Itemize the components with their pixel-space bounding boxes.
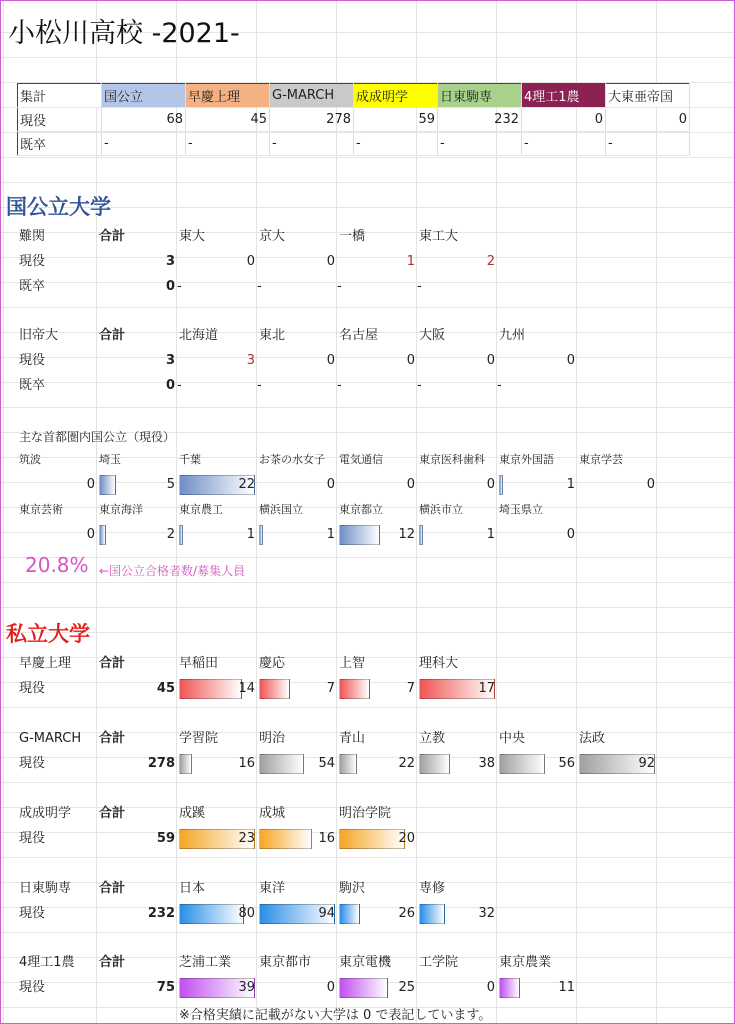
row-label: 現役 xyxy=(19,681,46,696)
university-name: 青山 xyxy=(339,731,366,746)
value-cell: 1 xyxy=(566,477,575,492)
total-value: 0 xyxy=(165,279,175,294)
value-cell: 0 xyxy=(326,353,335,368)
total-value: 278 xyxy=(147,756,175,771)
value-cell: 14 xyxy=(238,681,255,696)
row-label: 既卒 xyxy=(19,279,46,294)
summary-header-cell: 国公立 xyxy=(102,84,186,108)
value-cell: 1 xyxy=(326,527,335,542)
total-value: 232 xyxy=(147,906,175,921)
university-name: 東工大 xyxy=(419,229,459,244)
group-label: 成成明学 xyxy=(19,806,72,821)
ratio-note: ←国公立合格者数/募集人員 xyxy=(99,564,246,578)
university-name: 東京学芸 xyxy=(579,453,623,466)
university-name: 東京芸術 xyxy=(19,503,63,516)
value-cell: 16 xyxy=(318,831,335,846)
summary-cell: - xyxy=(606,132,690,156)
university-name: お茶の水女子 xyxy=(259,453,325,466)
university-name: 東京医科歯科 xyxy=(419,453,485,466)
university-name: 筑波 xyxy=(19,453,41,466)
university-name: 横浜国立 xyxy=(259,503,303,516)
value-cell: 0 xyxy=(486,980,495,995)
group-label: G-MARCH xyxy=(19,731,82,746)
university-name: 名古屋 xyxy=(339,328,379,343)
value-cell: 0 xyxy=(86,527,95,542)
university-name: 明治 xyxy=(259,731,286,746)
value-cell: 11 xyxy=(558,980,575,995)
value-cell: 92 xyxy=(638,756,655,771)
summary-cell: 68 xyxy=(102,108,186,132)
value-cell: 1 xyxy=(486,527,495,542)
summary-table xyxy=(17,83,690,156)
group-label: 日東駒専 xyxy=(19,881,72,896)
university-name: 明治学院 xyxy=(339,806,392,821)
value-cell: 54 xyxy=(318,756,335,771)
university-name: 北海道 xyxy=(179,328,219,343)
group-label: 早慶上理 xyxy=(19,656,72,671)
value-cell: 0 xyxy=(646,477,655,492)
row-label: 現役 xyxy=(19,831,46,846)
summary-cell: - xyxy=(522,132,606,156)
value-cell: 17 xyxy=(478,681,495,696)
university-name: 東大 xyxy=(179,229,206,244)
university-name: 立教 xyxy=(419,731,446,746)
university-name: 一橋 xyxy=(339,229,366,244)
value-cell: - xyxy=(417,378,422,393)
total-header: 合計 xyxy=(99,229,126,244)
value-cell: 16 xyxy=(238,756,255,771)
value-cell: 0 xyxy=(566,353,575,368)
university-name: 東京海洋 xyxy=(99,503,143,516)
university-name: 法政 xyxy=(579,731,606,746)
total-value: 3 xyxy=(165,254,175,269)
value-cell: - xyxy=(257,378,262,393)
summary-header-cell: 成成明学 xyxy=(354,84,438,108)
group-label: 難関 xyxy=(19,229,46,244)
value-cell: 20 xyxy=(398,831,415,846)
university-name: 東京都市 xyxy=(259,955,312,970)
metro-heading: 主な首都圏内国公立（現役） xyxy=(19,430,176,444)
value-cell: 2 xyxy=(166,527,175,542)
value-cell: 22 xyxy=(398,756,415,771)
value-cell: 5 xyxy=(166,477,175,492)
value-cell: 0 xyxy=(326,980,335,995)
summary-header-cell: 4理工1農 xyxy=(522,84,606,108)
row-label: 現役 xyxy=(19,756,46,771)
university-name: 上智 xyxy=(339,656,366,671)
summary-cell: 45 xyxy=(186,108,270,132)
summary-cell: 232 xyxy=(438,108,522,132)
summary-cell: - xyxy=(186,132,270,156)
row-label: 現役 xyxy=(19,906,46,921)
university-name: 中央 xyxy=(499,731,526,746)
value-cell: 0 xyxy=(486,477,495,492)
spreadsheet-page xyxy=(1,1,734,1023)
university-name: 九州 xyxy=(499,328,526,343)
summary-header-cell: G-MARCH xyxy=(270,84,354,108)
value-cell: 32 xyxy=(478,906,495,921)
value-cell: 1 xyxy=(406,254,415,269)
university-name: 東京都立 xyxy=(339,503,383,516)
university-name: 東京農工 xyxy=(179,503,223,516)
ratio-value: 20.8% xyxy=(25,553,89,577)
total-value: 45 xyxy=(156,681,175,696)
summary-cell: - xyxy=(102,132,186,156)
university-name: 成城 xyxy=(259,806,286,821)
row-label: 既卒 xyxy=(19,378,46,393)
value-cell: - xyxy=(337,279,342,294)
value-cell: - xyxy=(497,378,502,393)
value-cell: - xyxy=(257,279,262,294)
university-name: 芝浦工業 xyxy=(179,955,232,970)
national-heading: 国公立大学 xyxy=(6,195,111,219)
value-cell: 12 xyxy=(398,527,415,542)
value-cell: 2 xyxy=(486,254,495,269)
summary-cell: 0 xyxy=(522,108,606,132)
total-value: 75 xyxy=(156,980,175,995)
summary-header-cell: 集計 xyxy=(18,84,102,108)
university-name: 千葉 xyxy=(179,453,201,466)
total-header: 合計 xyxy=(99,806,126,821)
value-cell: 0 xyxy=(406,477,415,492)
summary-cell: - xyxy=(438,132,522,156)
summary-header-cell: 早慶上理 xyxy=(186,84,270,108)
university-name: 埼玉県立 xyxy=(499,503,543,516)
university-name: 早稲田 xyxy=(179,656,219,671)
value-cell: 22 xyxy=(238,477,255,492)
summary-cell: - xyxy=(354,132,438,156)
university-name: 理科大 xyxy=(419,656,459,671)
university-name: 日本 xyxy=(179,881,206,896)
total-value: 0 xyxy=(165,378,175,393)
value-cell: 0 xyxy=(326,477,335,492)
page-title: 小松川高校 -2021- xyxy=(8,18,240,49)
summary-cell: 278 xyxy=(270,108,354,132)
university-name: 駒沢 xyxy=(339,881,366,896)
value-cell: - xyxy=(337,378,342,393)
university-name: 工学院 xyxy=(419,955,459,970)
value-cell: 0 xyxy=(326,254,335,269)
university-name: 東北 xyxy=(259,328,286,343)
total-header: 合計 xyxy=(99,731,126,746)
university-name: 専修 xyxy=(419,881,446,896)
summary-row-label: 現役 xyxy=(18,108,102,132)
university-name: 東洋 xyxy=(259,881,286,896)
value-cell: 0 xyxy=(406,353,415,368)
summary-header-cell: 大東亜帝国 xyxy=(606,84,690,108)
value-cell: 1 xyxy=(246,527,255,542)
value-cell: 23 xyxy=(238,831,255,846)
university-name: 横浜市立 xyxy=(419,503,463,516)
value-cell: 0 xyxy=(566,527,575,542)
university-name: 東京農業 xyxy=(499,955,552,970)
value-cell: 0 xyxy=(86,477,95,492)
summary-cell: 59 xyxy=(354,108,438,132)
value-cell: 7 xyxy=(406,681,415,696)
value-cell: 80 xyxy=(238,906,255,921)
value-cell: 94 xyxy=(318,906,335,921)
value-cell: 56 xyxy=(558,756,575,771)
row-label: 現役 xyxy=(19,353,46,368)
total-header: 合計 xyxy=(99,881,126,896)
total-header: 合計 xyxy=(99,328,126,343)
value-cell: 26 xyxy=(398,906,415,921)
value-cell: 39 xyxy=(238,980,255,995)
row-label: 現役 xyxy=(19,980,46,995)
private-heading: 私立大学 xyxy=(6,622,90,646)
group-label: 旧帝大 xyxy=(19,328,59,343)
university-name: 大阪 xyxy=(419,328,446,343)
row-label: 現役 xyxy=(19,254,46,269)
summary-cell: 0 xyxy=(606,108,690,132)
value-cell: 0 xyxy=(246,254,255,269)
total-value: 3 xyxy=(165,353,175,368)
summary-row-label: 既卒 xyxy=(18,132,102,156)
university-name: 埼玉 xyxy=(99,453,121,466)
summary-header-cell: 日東駒専 xyxy=(438,84,522,108)
value-cell: 3 xyxy=(246,353,255,368)
group-label: 4理工1農 xyxy=(19,955,75,970)
university-name: 京大 xyxy=(259,229,286,244)
total-value: 59 xyxy=(156,831,175,846)
value-cell: - xyxy=(417,279,422,294)
university-name: 電気通信 xyxy=(339,453,383,466)
total-header: 合計 xyxy=(99,955,126,970)
value-cell: 38 xyxy=(478,756,495,771)
university-name: 東京電機 xyxy=(339,955,392,970)
footnote: ※合格実績に記載がない大学は 0 で表記しています。 xyxy=(179,1008,492,1023)
value-cell: - xyxy=(177,279,182,294)
university-name: 成蹊 xyxy=(179,806,206,821)
university-name: 東京外国語 xyxy=(499,453,554,466)
value-cell: 0 xyxy=(486,353,495,368)
value-cell: 25 xyxy=(398,980,415,995)
summary-cell: - xyxy=(270,132,354,156)
university-name: 慶応 xyxy=(259,656,286,671)
university-name: 学習院 xyxy=(179,731,219,746)
value-cell: 7 xyxy=(326,681,335,696)
value-cell: - xyxy=(177,378,182,393)
total-header: 合計 xyxy=(99,656,126,671)
